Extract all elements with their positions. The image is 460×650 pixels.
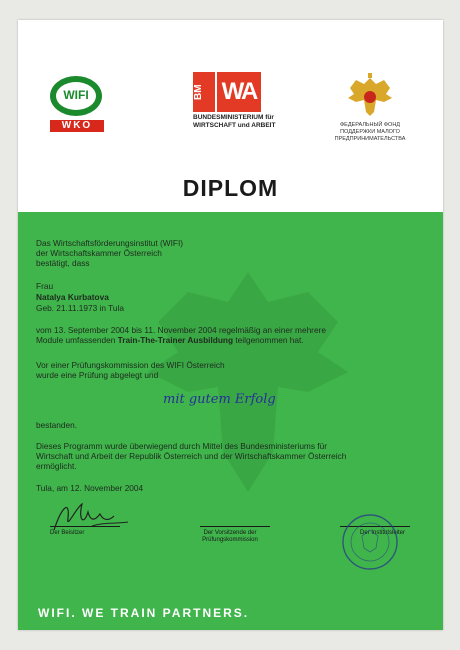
program-line-2: Wirtschaft und Arbeit der Republik Österreich und der Wirtschaftskammer Österreich — [36, 451, 347, 461]
bm-letters: BM — [193, 84, 204, 100]
recipient-name: Natalya Kurbatova — [36, 292, 109, 302]
fund-caption: ФЕДЕРАЛЬНЫЙ ФОНД ПОДДЕРЖКИ МАЛОГО ПРЕДПРИНИМАТЕЛЬСТВА — [334, 122, 406, 142]
double-headed-eagle-icon — [330, 70, 410, 120]
watermark-eagle-icon — [108, 252, 388, 512]
institute-line-1: Das Wirtschaftsförderungsinstitut (WIFI) — [36, 238, 184, 248]
bmwa-logo — [185, 72, 277, 142]
russian-emblem-logo — [330, 70, 410, 150]
footer-tagline: WE TRAIN PARTNERS. — [76, 606, 250, 620]
program-line-1: Dieses Programm wurde überwiegend durch Mittel des Bundesministeriums für — [36, 441, 327, 451]
exam-line-2: wurde eine Prüfung abgelegt und — [36, 370, 159, 380]
head-label: Der Institutsleiter — [360, 530, 406, 536]
ministry-name: BUNDESMINISTERIUM für WIRTSCHAFT und ARBEIT — [193, 114, 276, 129]
birth-info: Geb. 21.11.1973 in Tula — [36, 303, 124, 313]
dates-line: vom 13. September 2004 bis 11. November 2004 regelmäßig an einer mehrere — [36, 325, 326, 335]
salutation: Frau — [36, 281, 54, 291]
exam-line-1: Vor einer Prüfungskommission des WIFI Österreich — [36, 360, 225, 370]
footer-bar — [18, 596, 443, 630]
grade-handwritten: mit gutem Erfolg — [163, 392, 276, 407]
footer-slogan — [38, 606, 249, 620]
wko-logo-text: WKO — [50, 120, 104, 132]
wifi-wko-logo — [46, 76, 108, 136]
diploma-title: DIPLOM — [182, 175, 279, 201]
course-name: Train-The-Trainer Ausbildung — [117, 335, 234, 345]
wa-letters: WA — [217, 72, 261, 112]
assessor-label: Der Beisitzer — [50, 530, 85, 536]
course-line: Module umfassenden Train-The-Trainer Ausbildung teilgenommen hat. — [36, 335, 304, 345]
chair-label: Der Vorsitzende der Prüfungskommission — [202, 530, 258, 543]
place-date: Tula, am 12. November 2004 — [36, 483, 144, 493]
footer-brand: WIFI. — [38, 606, 77, 620]
wifi-logo-text: WIFI — [63, 88, 89, 102]
program-line-3: ermöglicht. — [36, 461, 77, 471]
passed-text: bestanden. — [36, 420, 78, 430]
institute-line-3: bestätigt, dass — [36, 258, 90, 268]
institute-line-2: der Wirtschaftskammer Österreich — [36, 248, 162, 258]
chamber-stamp-icon — [340, 512, 400, 572]
